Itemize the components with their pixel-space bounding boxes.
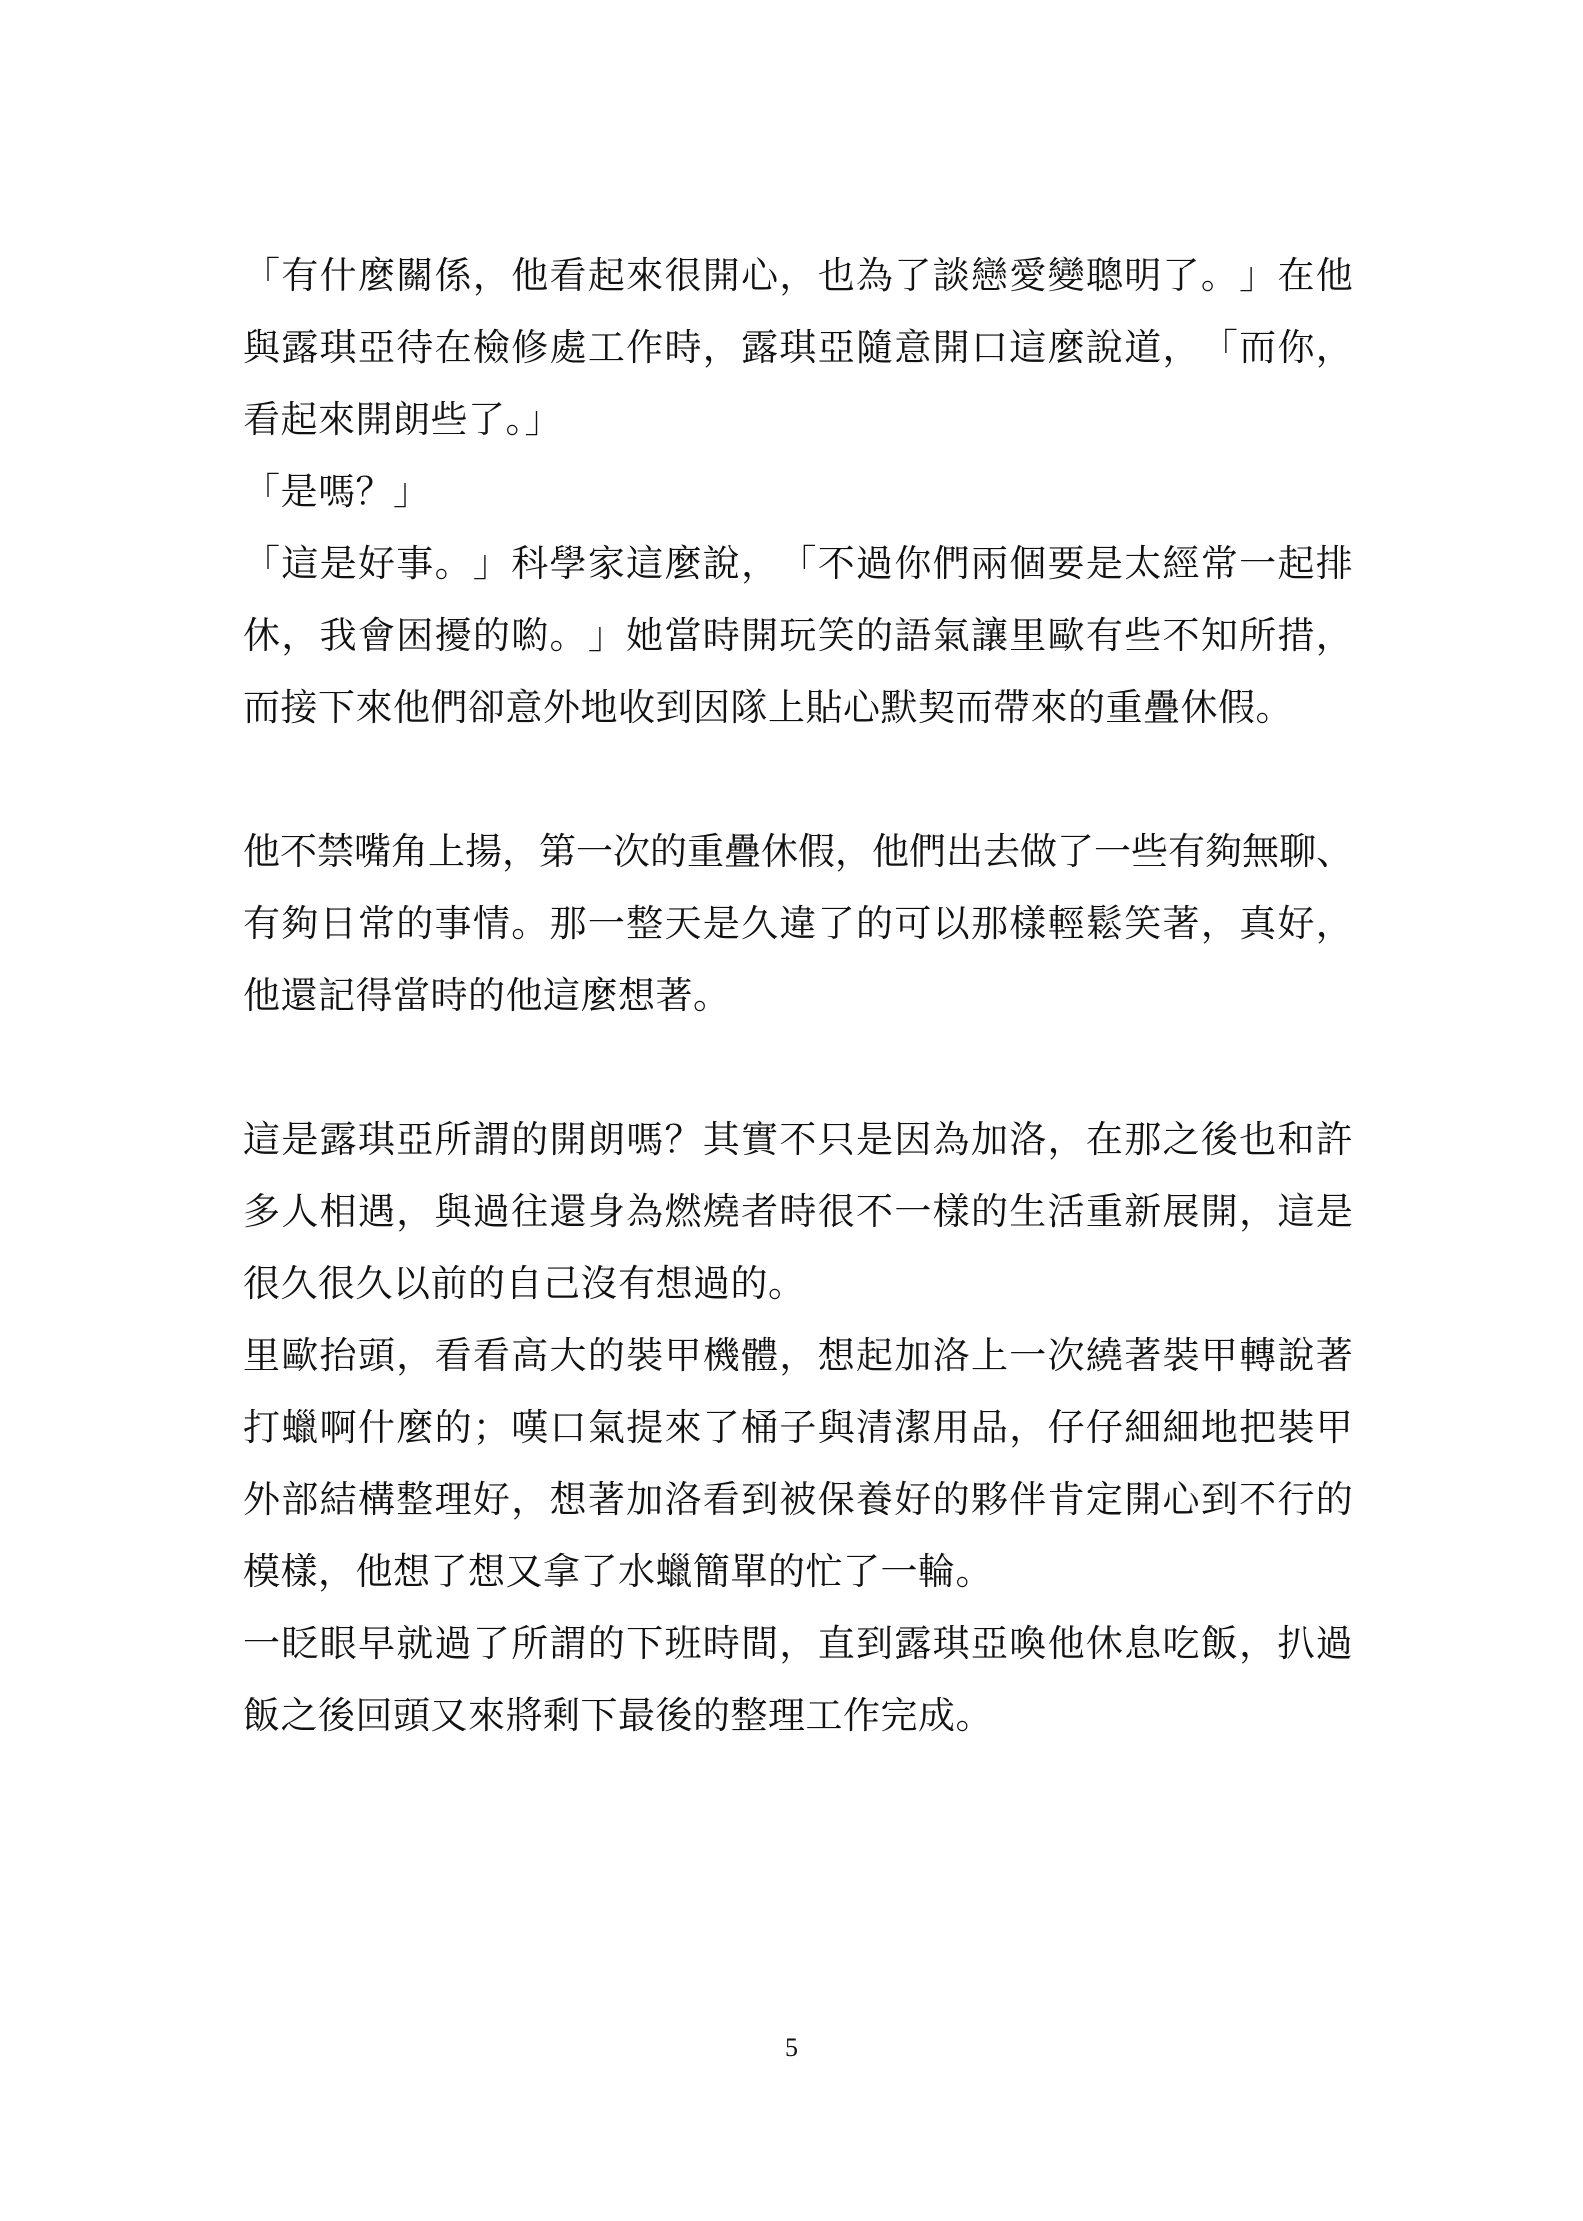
text-line: 他還記得當時的他這麼想著。 xyxy=(243,974,731,1017)
text-line: 「是嗎？」 xyxy=(243,470,431,513)
blank-line xyxy=(243,1032,1353,1104)
text-line: 「 這 是 好 事 。 」 科 學 家 這 麼 說 ， 「 不 過 你 們 兩 個 要 是 太 經 常 一 起 排 xyxy=(243,542,1353,585)
page-number: 5 xyxy=(785,2033,798,2062)
text-line: 很久很久以前的自己沒有想過的。 xyxy=(243,1262,806,1305)
text-line: 他 不 禁 嘴 角 上 揚 ， 第 一 次 的 重 疊 休 假 ， 他 們 出 去 做 了 一 些 有 夠 無 聊 、 xyxy=(243,830,1353,873)
text-line: 而接下來他們卻意外地收到因隊上貼心默契而帶來的重疊休假。 xyxy=(243,686,1293,729)
text-line: 看起來開朗些了。」 xyxy=(243,398,562,441)
text-line: 模樣，他想了想又拿了水蠟簡單的忙了一輪。 xyxy=(243,1550,993,1593)
text-line: 休 ， 我 會 困 擾 的 喲 。 」 她 當 時 開 玩 笑 的 語 氣 讓 里 歐 有 些 不 知 所 措 ， xyxy=(243,614,1353,657)
text-line: 一 眨 眼 早 就 過 了 所 謂 的 下 班 時 間 ， 直 到 露 琪 亞 喚 他 休 息 吃 飯 ， 扒 過 xyxy=(243,1622,1353,1665)
text-line: 與 露 琪 亞 待 在 檢 修 處 工 作 時 ， 露 琪 亞 隨 意 開 口 這 麼 說 道 ， 「 而 你 ， xyxy=(243,326,1353,369)
text-line: 外 部 結 構 整 理 好 ， 想 著 加 洛 看 到 被 保 養 好 的 夥 伴 肯 定 開 心 到 不 行 的 xyxy=(243,1478,1353,1521)
text-line: 多 人 相 遇 ， 與 過 往 還 身 為 燃 燒 者 時 很 不 一 樣 的 生 活 重 新 展 開 ， 這 是 xyxy=(243,1190,1353,1233)
text-line: 里 歐 抬 頭 ， 看 看 高 大 的 裝 甲 機 體 ， 想 起 加 洛 上 一 次 繞 著 裝 甲 轉 說 著 xyxy=(243,1334,1353,1377)
text-line: 這 是 露 琪 亞 所 謂 的 開 朗 嗎 ？ 其 實 不 只 是 因 為 加 洛 ， 在 那 之 後 也 和 許 xyxy=(243,1118,1353,1161)
text-line: 有 夠 日 常 的 事 情 。 那 一 整 天 是 久 違 了 的 可 以 那 樣 輕 鬆 笑 著 ， 真 好 ， xyxy=(243,902,1353,945)
blank-line xyxy=(243,744,1353,816)
text-line: 打 蠟 啊 什 麼 的 ； 嘆 口 氣 提 來 了 桶 子 與 清 潔 用 品 ， 仔 仔 細 細 地 把 裝 甲 xyxy=(243,1406,1353,1449)
text-line: 飯之後回頭又來將剩下最後的整理工作完成。 xyxy=(243,1694,993,1737)
body-text xyxy=(243,240,1353,1752)
text-line: 「 有 什 麼 關 係 ， 他 看 起 來 很 開 心 ， 也 為 了 談 戀 愛 變 聰 明 了 。 」 在 他 xyxy=(243,254,1353,297)
